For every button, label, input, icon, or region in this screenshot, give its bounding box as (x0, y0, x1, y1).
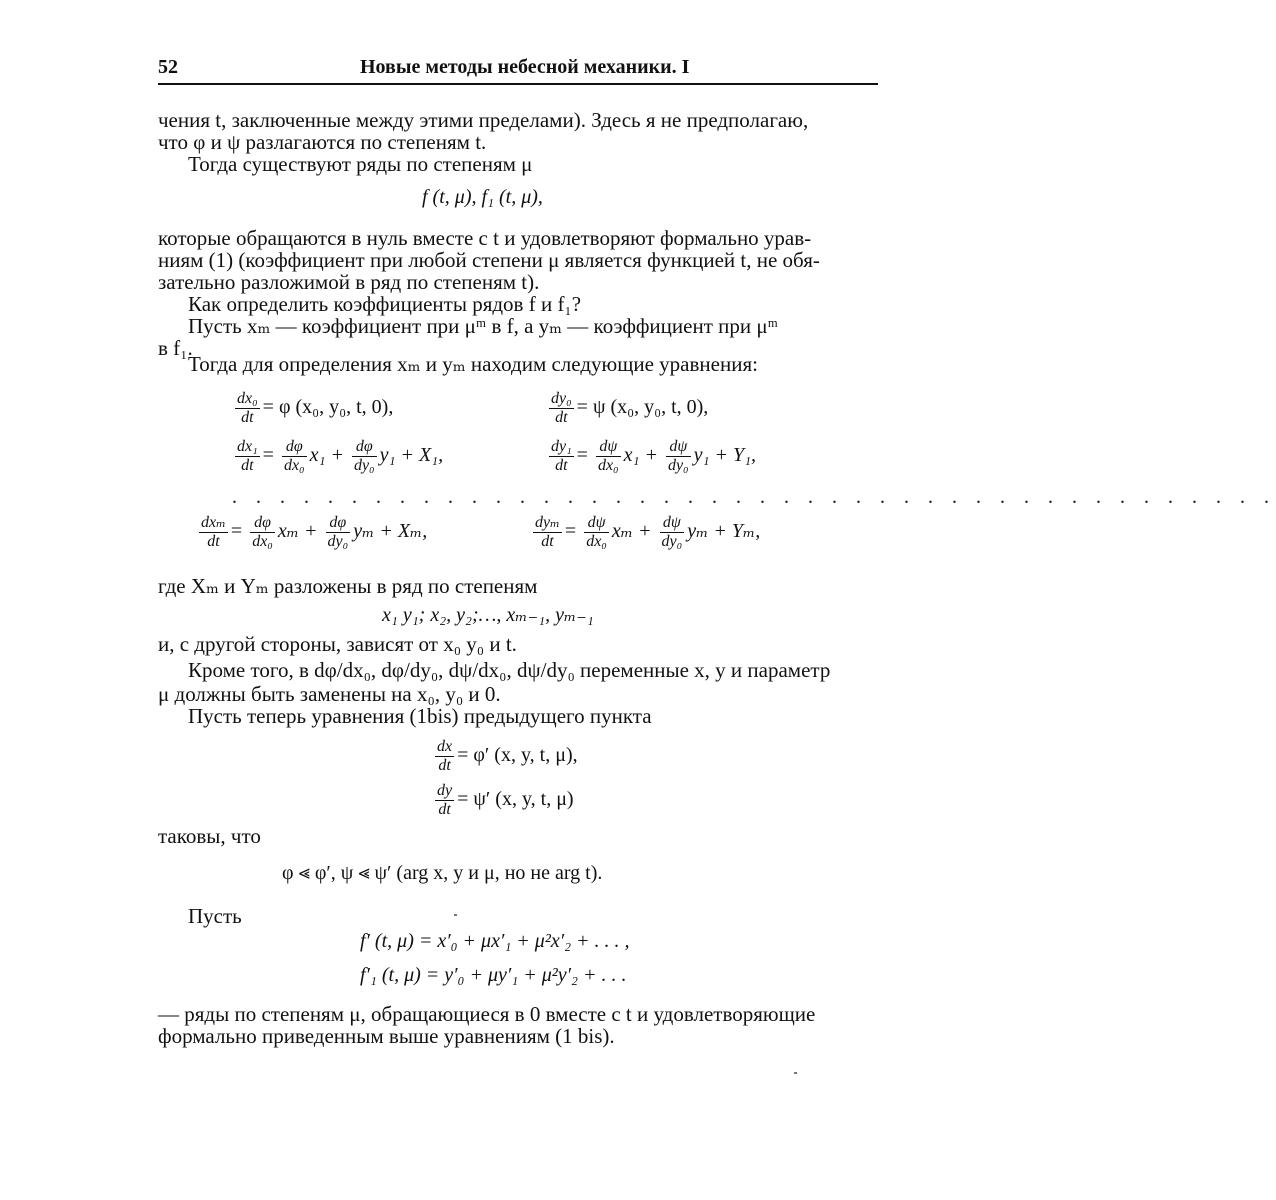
text-line: Тогда для определения xₘ и yₘ находим следующие уравнения: (188, 352, 758, 376)
equation-row-1-left: $\frac{\text{dx₀}}{dt}$ = φ (x₀, y₀, t, 0), (237, 390, 394, 426)
header-rule (158, 83, 878, 85)
text-line: что φ и ψ разлагаются по степеням t. (158, 130, 487, 154)
ink-speck (454, 914, 457, 916)
text-line: формально приведенным выше уравнениям (1 bis). (158, 1024, 615, 1048)
text-line: μ должны быть заменены на x₀, y₀ и 0. (158, 682, 501, 706)
fraction: $\frac{d\psi}{\text{dx₀}}$ (597, 438, 619, 474)
ink-speck (794, 1072, 797, 1074)
text-line: ниям (1) (коэффициент при любой степени μ является функцией t, не обя- (158, 248, 820, 272)
fraction: $\frac{\text{dx₀}}{dt}$ (237, 390, 258, 426)
equation-inequality: φ ⪡ φ′, ψ ⪡ ψ′ (arg x, y и μ, но не arg t). (282, 862, 603, 884)
page-number: 52 (158, 56, 178, 78)
fraction: $\frac{d\varphi}{\text{dx₀}}$ (283, 438, 305, 474)
fraction: $\frac{dy}{dt}$ (437, 782, 453, 818)
fraction: $\frac{d\psi}{\text{dx₀}}$ (586, 514, 607, 550)
fraction: $\frac{d\varphi}{\text{dy₀}}$ (353, 438, 375, 474)
equation-row-m-right: $\frac{\text{dyₘ}}{dt}$ = $\frac{d\psi}{\text{dx₀}}$ xₘ + $\frac{d\psi}{\text{dy₀}}$ yₘ + Yₘ, (535, 514, 761, 550)
equation-vars: x₁ y₁; x₂, y₂;…, xₘ₋₁, yₘ₋₁ (382, 604, 594, 626)
equation-row-1-right: $\frac{\text{dy₀}}{dt}$ = ψ (x₀, y₀, t, 0), (551, 390, 709, 426)
text-line: Как определить коэффициенты рядов f и f₁? (188, 292, 582, 316)
text-line: где Xₘ и Yₘ разложены в ряд по степеням (158, 574, 538, 598)
fraction: $\frac{d\varphi}{\text{dy₀}}$ (327, 514, 349, 550)
equation-f-series: f′ (t, μ) = x′₀ + μx′₁ + μ²x′₂ + . . . , (360, 930, 630, 952)
fraction: $\frac{\text{dx₁}}{dt}$ (237, 438, 258, 474)
fraction: $\frac{d\varphi}{\text{dx₀}}$ (252, 514, 273, 550)
text-line: которые обращаются в нуль вместе с t и удовлетворяют формально урав- (158, 226, 812, 250)
fraction: $\frac{\text{dxₘ}}{dt}$ (201, 514, 226, 550)
running-header (158, 52, 878, 82)
text-line: Пусть (188, 904, 242, 928)
text-line: зательно разложимой в ряд по степеням t). (158, 270, 540, 294)
equation-series: f (t, μ), f₁ (t, μ), (422, 186, 543, 208)
fraction: $\frac{dx}{dt}$ (437, 738, 453, 774)
fraction: $\frac{\text{dyₘ}}{dt}$ (535, 514, 560, 550)
equation-row-2-left: $\frac{\text{dx₁}}{dt}$ = $\frac{d\varphi}{\text{dx₀}}$ x₁ + $\frac{d\varphi}{\text{dy₀}}$ y₁ + X₁, (237, 438, 444, 474)
text-line: чения t, заключенные между этими пределами). Здесь я не предполагаю, (158, 108, 809, 132)
equation-dx: $\frac{dx}{dt}$ = φ′ (x, y, t, μ), (437, 738, 578, 774)
text-line: Тогда существуют ряды по степеням μ (188, 152, 533, 176)
text-line: таковы, что (158, 824, 261, 848)
text-line: Кроме того, в dφ/dx₀, dφ/dy₀, dψ/dx₀, dψ/dy₀ переменные x, y и параметр (188, 658, 831, 682)
text-line: Пусть теперь уравнения (1bis) предыдущего пункта (188, 704, 652, 728)
running-title: Новые методы небесной механики. I (360, 56, 690, 78)
text-line: и, с другой стороны, зависят от x₀ y₀ и t. (158, 632, 517, 656)
fraction: $\frac{\text{dy₁}}{dt}$ (551, 438, 572, 474)
text-line: в f₁. (158, 336, 193, 360)
fraction: $\frac{d\psi}{\text{dy₀}}$ (667, 438, 689, 474)
fraction: $\frac{d\psi}{\text{dy₀}}$ (661, 514, 683, 550)
equation-row-m-left: $\frac{\text{dxₘ}}{dt}$ = $\frac{d\varphi}{\text{dx₀}}$ xₘ + $\frac{d\varphi}{\text{dy₀}}$ yₘ + Xₘ, (201, 514, 428, 550)
equation-dy: $\frac{dy}{dt}$ = ψ′ (x, y, t, μ) (437, 782, 574, 818)
fraction: $\frac{\text{dy₀}}{dt}$ (551, 390, 572, 426)
text-line: — ряды по степеням μ, обращающиеся в 0 вместе с t и удовлетворяющие (158, 1002, 816, 1026)
ellipsis-row: . . . . . . . . . . . . . . . . . . . . . . . . . . . . . . . . . . . . . . . . . . . . (232, 486, 1276, 508)
equation-row-2-right: $\frac{\text{dy₁}}{dt}$ = $\frac{d\psi}{\text{dx₀}}$ x₁ + $\frac{d\psi}{\text{dy₀}}$ y₁ + Y₁, (551, 438, 757, 474)
equation-f1-series: f′₁ (t, μ) = y′₀ + μy′₁ + μ²y′₂ + . . . (360, 964, 627, 986)
text-line: Пусть xₘ — коэффициент при μᵐ в f, а yₘ — коэффициент при μᵐ (188, 314, 778, 338)
